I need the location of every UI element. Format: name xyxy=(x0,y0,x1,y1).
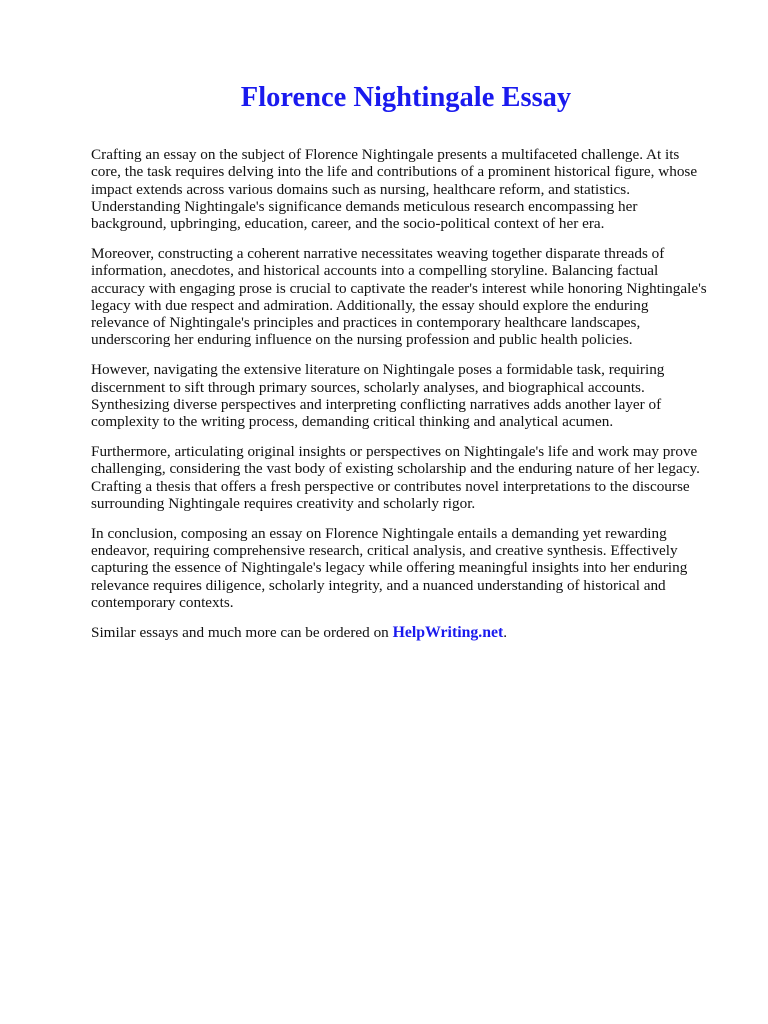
text-line: However, navigating the extensive literature on Nightingale poses a formidable task, requiring xyxy=(91,361,665,379)
text-line: challenging, considering the vast body of existing scholarship and the enduring nature of her legacy. xyxy=(91,460,700,478)
text-line: background, upbringing, education, career, and the socio-political context of her era. xyxy=(91,215,605,233)
text-line: In conclusion, composing an essay on Florence Nightingale entails a demanding yet rewarding xyxy=(91,524,667,542)
footer-prefix: Similar essays and much more can be ordered on xyxy=(91,623,393,641)
text-line: contemporary contexts. xyxy=(91,593,234,611)
text-line: surrounding Nightingale requires creativity and scholarly rigor. xyxy=(91,494,476,512)
essay-body xyxy=(91,146,736,653)
text-line: Crafting a thesis that offers a fresh perspective or contributes novel interpretations to the discourse xyxy=(91,477,690,495)
text-line: complexity to the writing process, demanding critical thinking and analytical acumen. xyxy=(91,413,614,431)
text-line: information, anecdotes, and historical accounts into a compelling storyline. Balancing factual xyxy=(91,262,659,280)
text-line: Furthermore, articulating original insights or perspectives on Nightingale's life and work may prove xyxy=(91,442,698,460)
text-line: Crafting an essay on the subject of Florence Nightingale presents a multifaceted challenge. At its xyxy=(91,146,680,163)
page-title: Florence Nightingale Essay xyxy=(240,82,572,113)
footer-suffix: . xyxy=(503,623,508,641)
text-line: legacy with due respect and admiration. Additionally, the essay should explore the enduring xyxy=(91,296,649,314)
text-line: Moreover, constructing a coherent narrative necessitates weaving together disparate threads of xyxy=(91,244,665,262)
paragraph-2 xyxy=(91,245,736,349)
paragraph-1 xyxy=(91,146,736,232)
footer-line xyxy=(91,624,736,641)
text-line: discernment to sift through primary sources, scholarly analyses, and biographical accounts. xyxy=(91,378,645,396)
text-line: Synthesizing diverse perspectives and interpreting conflicting narratives adds another layer of xyxy=(91,395,662,413)
paragraph-5 xyxy=(91,525,736,611)
helpwriting-link[interactable]: HelpWriting.net xyxy=(392,623,504,641)
text-line: impact extends across various domains such as nursing, healthcare reform, and statistics. xyxy=(91,180,631,198)
text-line: underscoring her enduring influence on the nursing profession and public health policies. xyxy=(91,331,633,349)
paragraph-3 xyxy=(91,361,736,430)
text-line: relevance of Nightingale's principles and practices in contemporary healthcare landscapes, xyxy=(91,314,641,332)
text-line: capturing the essence of Nightingale's legacy while offering meaningful insights into her enduring xyxy=(91,559,688,577)
text-line: relevance requires diligence, scholarly integrity, and a nuanced understanding of historical and xyxy=(91,576,666,594)
text-line: accuracy with engaging prose is crucial to captivate the reader's interest while honoring Nightingale's xyxy=(91,279,707,297)
paragraph-4 xyxy=(91,443,736,512)
text-line: core, the task requires delving into the life and contributions of a prominent historical figure, whose xyxy=(91,163,698,181)
text-line: endeavor, requiring comprehensive research, critical analysis, and creative synthesis. Effectively xyxy=(91,541,678,559)
text-line: Understanding Nightingale's significance demands meticulous research encompassing her xyxy=(91,197,638,215)
